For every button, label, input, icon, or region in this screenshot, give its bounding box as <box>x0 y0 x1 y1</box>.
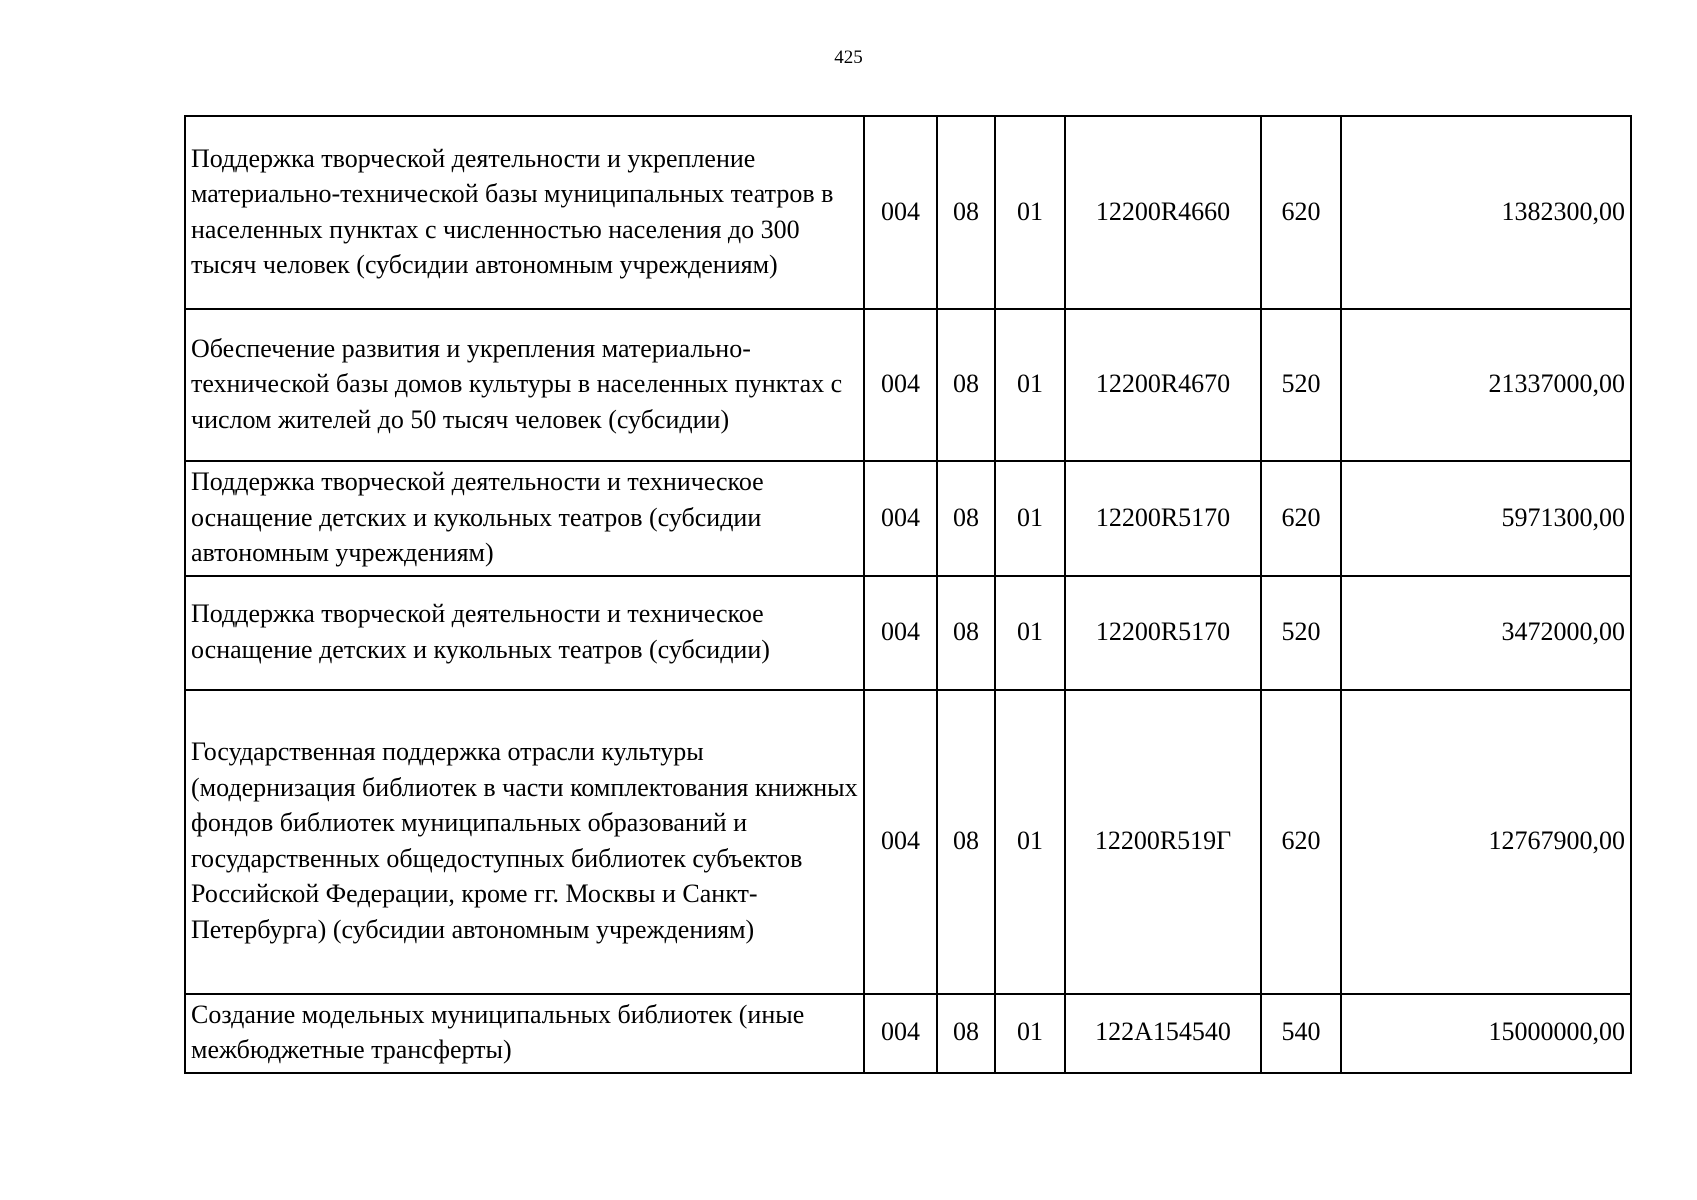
section-code: 08 <box>937 994 995 1073</box>
table-row <box>185 576 1631 690</box>
expense-type-code: 620 <box>1261 461 1341 576</box>
subsection-code: 01 <box>995 309 1065 461</box>
expense-name: Поддержка творческой деятельности и укрепление материально-технической базы муниципальных театров в населенных пунктах с численностью населения до 300 тысяч человек (субсидии автономным учреждениям) <box>185 116 864 309</box>
table-row <box>185 690 1631 994</box>
amount: 1382300,00 <box>1341 116 1631 309</box>
ministry-code: 004 <box>864 116 937 309</box>
section-code: 08 <box>937 309 995 461</box>
amount: 12767900,00 <box>1341 690 1631 994</box>
ministry-code: 004 <box>864 690 937 994</box>
ministry-code: 004 <box>864 461 937 576</box>
section-code: 08 <box>937 116 995 309</box>
amount: 3472000,00 <box>1341 576 1631 690</box>
table-row <box>185 461 1631 576</box>
target-article-code: 12200R519Г <box>1065 690 1261 994</box>
expense-name: Поддержка творческой деятельности и техническое оснащение детских и кукольных театров (субсидии) <box>185 576 864 690</box>
subsection-code: 01 <box>995 576 1065 690</box>
page-number: 425 <box>834 47 863 68</box>
expense-type-code: 620 <box>1261 116 1341 309</box>
amount: 15000000,00 <box>1341 994 1631 1073</box>
subsection-code: 01 <box>995 994 1065 1073</box>
subsection-code: 01 <box>995 690 1065 994</box>
target-article-code: 12200R4660 <box>1065 116 1261 309</box>
table-row <box>185 116 1631 309</box>
table-row <box>185 994 1631 1073</box>
expense-type-code: 520 <box>1261 576 1341 690</box>
table-row <box>185 309 1631 461</box>
expense-name: Обеспечение развития и укрепления материально-технической базы домов культуры в населенных пунктах с числом жителей до 50 тысяч человек (субсидии) <box>185 309 864 461</box>
amount: 5971300,00 <box>1341 461 1631 576</box>
target-article-code: 122A154540 <box>1065 994 1261 1073</box>
expense-name: Создание модельных муниципальных библиотек (иные межбюджетные трансферты) <box>185 994 864 1073</box>
section-code: 08 <box>937 461 995 576</box>
expense-type-code: 620 <box>1261 690 1341 994</box>
target-article-code: 12200R4670 <box>1065 309 1261 461</box>
expense-type-code: 520 <box>1261 309 1341 461</box>
budget-table <box>184 115 1632 1074</box>
section-code: 08 <box>937 690 995 994</box>
target-article-code: 12200R5170 <box>1065 576 1261 690</box>
ministry-code: 004 <box>864 994 937 1073</box>
ministry-code: 004 <box>864 576 937 690</box>
expense-name: Поддержка творческой деятельности и техническое оснащение детских и кукольных театров (субсидии автономным учреждениям) <box>185 461 864 576</box>
subsection-code: 01 <box>995 116 1065 309</box>
subsection-code: 01 <box>995 461 1065 576</box>
section-code: 08 <box>937 576 995 690</box>
expense-type-code: 540 <box>1261 994 1341 1073</box>
amount: 21337000,00 <box>1341 309 1631 461</box>
target-article-code: 12200R5170 <box>1065 461 1261 576</box>
ministry-code: 004 <box>864 309 937 461</box>
expense-name: Государственная поддержка отрасли культуры (модернизация библиотек в части комплектования книжных фондов библиотек муниципальных образований и государственных общедоступных библиотек субъектов Российской Федерации, кроме гг. Москвы и Санкт-Петербурга) (субсидии автономным учреждениям) <box>185 690 864 994</box>
